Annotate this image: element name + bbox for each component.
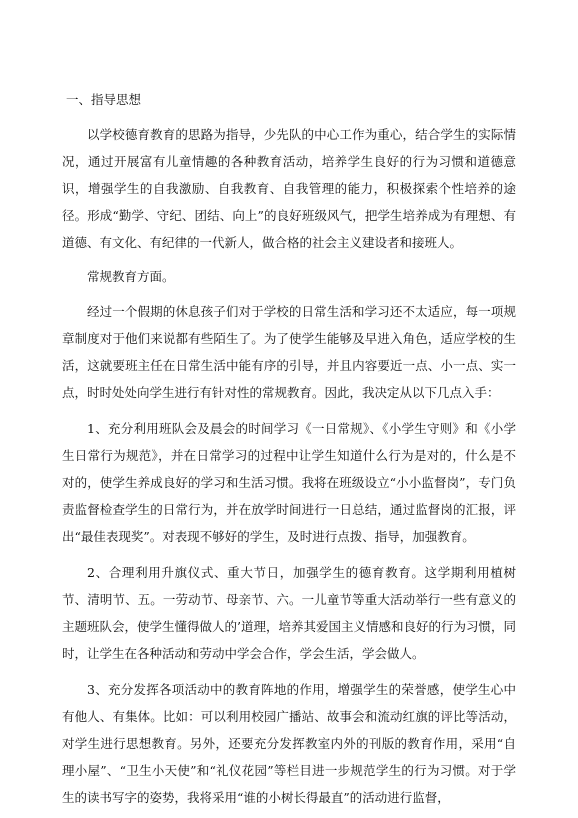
paragraph-guiding-thought: 以学校德育教育的思路为指导，少先队的中心工作为重心，结合学生的实际情况，通过开展富有儿童情趣的各种教育活动，培养学生良好的行为习惯和道德意识，增强学生的自我激励、自我教育、自我管理的能力，积极探索个性培养的途径。形成“勤学、守纪、团结、向上”的良好班级风气，把学生培养成为有理想、有道德、有文化、有纪律的一代新人，做合格的社会主义建设者和接班人。 [62,127,516,250]
paragraph-routine-intro: 经过一个假期的休息孩子们对于学校的日常生活和学习还不太适应，每一项规章制度对于他们来说都有些陌生了。为了使学生能够及早进入角色，适应学校的生活，这就要班主任在日常生活中能有序的引导，并且内容要近一点、小一点、实一点，时时处处向学生进行有针对性的常规教育。因此，我决定从以下几点入手： [62,304,516,400]
section-heading: 一、指导思想 [66,92,142,107]
paragraph-point-2: 2、合理利用升旗仪式、重大节日，加强学生的德育教育。这学期利用植树节、清明节、五。一劳动节、母亲节、六。一儿童节等重大活动举行一些有意义的主题班队会，使学生懂得做人的’道理，培养其爱国主义情感和良好的行为习惯，同时，让学生在各种活动和劳动中学会合作，学会生活，学会做人。 [62,565,516,661]
paragraph-point-3: 3、充分发挥各项活动中的教育阵地的作用，增强学生的荣誉感，使学生心中有他人、有集体。比如：可以利用校园广播站、故事会和流动红旗的评比等活动，对学生进行思想教育。另外，还要充分发挥教室内外的刊版的教育作用，采用“自理小屋”、“卫生小天使”和“礼仪花园”等栏目进一步规范学生的行为习惯。对于学生的读书写字的姿势，我将采用“谁的小树长得最直”的活动进行监督， [62,682,516,805]
subheading-routine-education: 常规教育方面。 [87,269,175,284]
paragraph-point-1: 1、充分利用班队会及晨会的时间学习《一日常规》、《小学生守则》和《小学生日常行为规范》，并在日常学习的过程中让学生知道什么行为是对的，什么是不对的，使学生养成良好的学习和生活习惯。我将在班级设立“小小监督岗”，专门负责监督检查学生的日常行为，并在放学时间进行一日总结，通过监督岗的汇报，评出“最佳表现奖”。对表现不够好的学生，及时进行点拨、指导，加强教育。 [62,421,516,544]
